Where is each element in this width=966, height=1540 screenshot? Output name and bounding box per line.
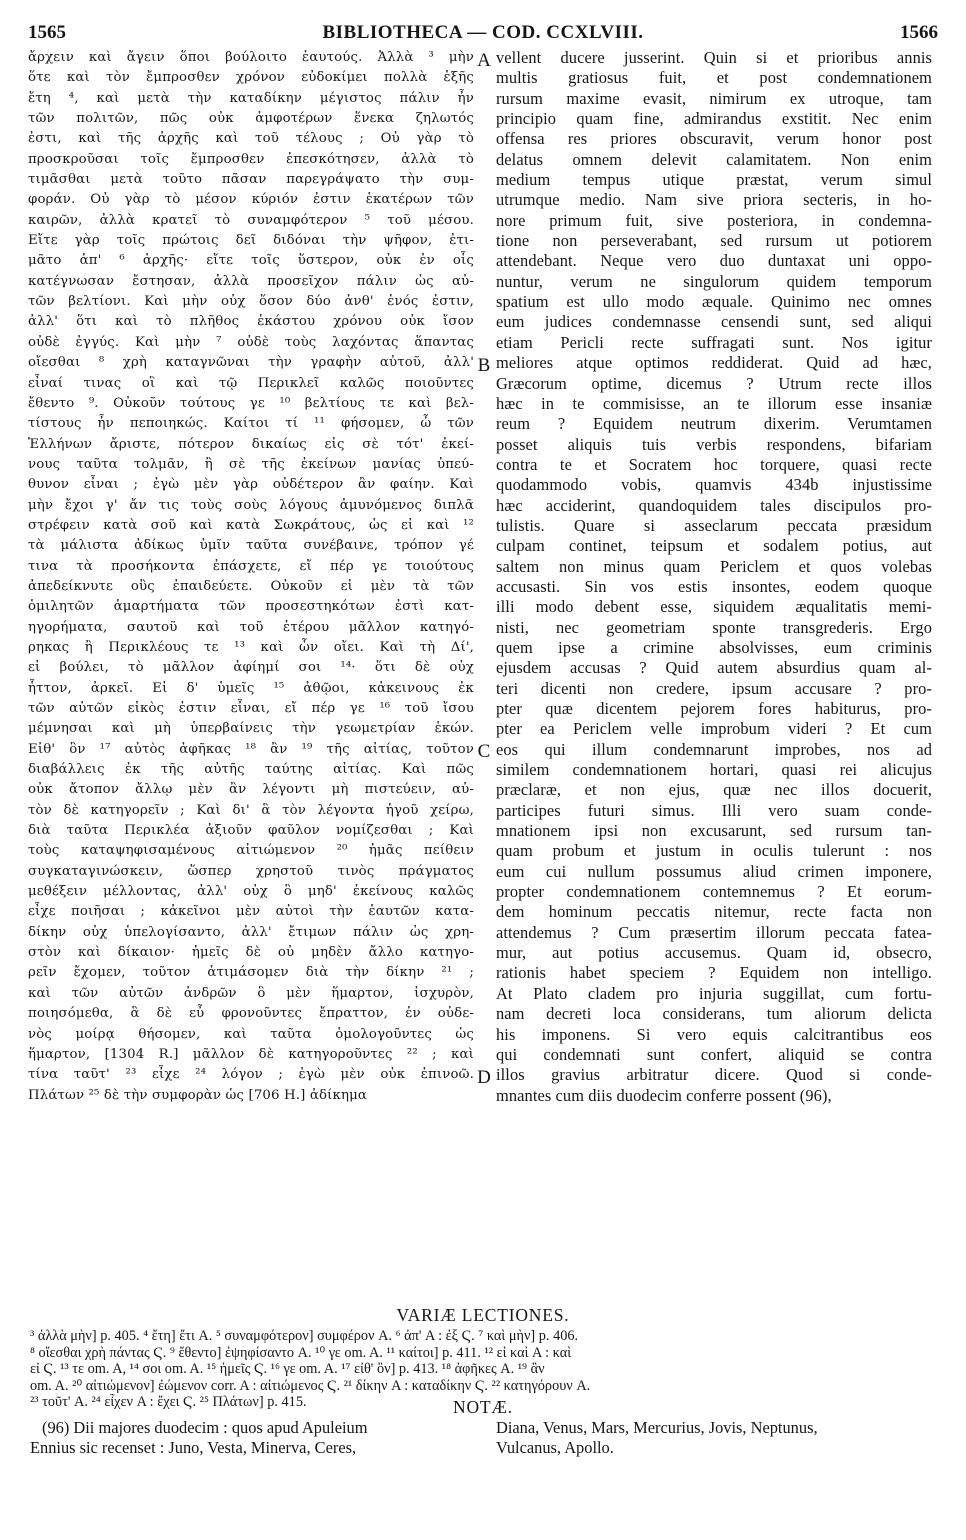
greek-text-line: νους ταῦτα τολμᾶν, ἢ σὲ τῆς ἐκείνων μανίας ὑπεύ- [28, 456, 474, 472]
greek-text-line: τῶν αὐτῶν εἰκὸς ἐστιν εἶναι, εἴ πέρ γε ¹⁶ τοῦ ἴσου [28, 701, 474, 716]
latin-text-line: meliores atque optimos reddiderat. Quid ad hæc, [496, 353, 932, 373]
latin-text-line: illi modo debent esse, siquidem æqualitatis memi- [496, 597, 932, 617]
greek-text-line: Εἰθ' ὃν ¹⁷ αὐτὸς ἀφῆκας ¹⁸ ἂν ¹⁹ τῆς αἰτίας, τοῦτον [28, 741, 474, 757]
latin-text-line: eum judices condemnasse censendi sunt, sed aliqui [496, 312, 932, 332]
page-number-right: 1566 [900, 22, 938, 43]
note-line: Diana, Venus, Mars, Mercurius, Jovis, Neptunus, [496, 1418, 818, 1437]
latin-text-line: pter ea Periclem velle improbum videri ? Et cum [496, 719, 932, 739]
latin-text-line: etiam Pericli recte suffragati sunt. Nos igitur [496, 332, 932, 352]
margin-marker-c: C [477, 741, 491, 762]
margin-marker-a: A [477, 50, 491, 71]
latin-text-line: nore primum fuit, sive posteriora, in condemna- [496, 210, 932, 230]
note-line: Ennius sic recenset : Juno, Vesta, Minerva, Ceres, [30, 1438, 357, 1457]
latin-text-line: culpam continet, teipsum et sodalem potius, aut [496, 536, 932, 556]
greek-text-line: θυνον εἶναι ; ἐγὼ μὲν γὰρ οὐδέτερον ἂν φαίην. Καὶ [28, 477, 474, 493]
greek-text-line: τὰ μάλιστα ἀδίκως ὑμῖν ταῦτα συνέβαινε, τρόπον γέ [28, 538, 474, 554]
latin-text-line: quam probum et justum in oculis tulerunt : nos [496, 841, 932, 861]
latin-text-line: At Plato cladem pro injuria suggillat, cum fortu- [496, 983, 932, 1003]
note-line: Vulcanus, Apollo. [496, 1438, 614, 1457]
notae-title: NOTÆ. [453, 1397, 513, 1417]
greek-text-line: ἧττον, ἀρκεῖ. Εἰ δ' ὑμεῖς ¹⁵ ἀθῷοι, κἀκεινους ἐκ [28, 680, 474, 696]
latin-text-line: hæc acciderint, quandoquidem tales discipulos pro- [496, 495, 932, 515]
latin-text-line: rursum maxime evasit, nimirum ex utroque, tam [496, 88, 932, 108]
greek-text-line: ἀπεδείκνυτε οὓς ἐπαιδεύετε. Οὐκοῦν εἰ μὲν τὰ τῶν [28, 578, 474, 594]
page-number-left: 1565 [28, 22, 66, 43]
greek-text-line: φοράν. Οὐ γὰρ τὸ μέσον κύριόν ἐστιν ἑκατέρων τῶν [28, 192, 474, 208]
latin-text-line: contra te et Socratem hoc torquere, quasi recte [496, 454, 932, 474]
latin-text-line: dem hominum peccatis nitemur, recte facta non [496, 902, 932, 922]
greek-text-line: οὐδὲ ἐγγύς. Καὶ μὴν ⁷ οὐδὲ τοὺς λαχόντας ἅπαντας [28, 334, 474, 350]
latin-text-line: delatus omnem delevit calamitatem. Non enim [496, 149, 932, 169]
latin-text-line: mnationem ipsi non excusarunt, sed rursum tan- [496, 821, 932, 841]
latin-text-line: præclaræ, et non ejus, quæ nec illos docuerit, [496, 780, 932, 800]
latin-text-line: similem condemnationem hortari, quasi rei alicujus [496, 760, 932, 780]
greek-text-line: ποιησόμεθα, ἃ δὲ εὖ φρονοῦντες ἔπραττον, ἐν οὐδε- [28, 1006, 474, 1022]
latin-text-line: spatium est ullo modo æquale. Quinimo nec omnes [496, 292, 932, 312]
latin-text-line: quem ipse a crimine absolvisses, eum criminis [496, 637, 932, 657]
latin-text-line: vellent ducere jusserint. Quin si et prioribus annis [496, 48, 932, 67]
latin-text-line: propter condemnationem contemnemus ? Et eorum- [496, 882, 932, 902]
greek-text-line: ἄρχειν καὶ ἄγειν ὅποι βούλοιτο ἑαυτούς. Ἀλλὰ ³ μὴν [28, 50, 474, 65]
latin-text-line: rationis habet speciem ? Equidem non intelligo. [496, 963, 932, 983]
greek-text-line: εἶχε ποιῆσαι ; κἀκεῖνοι μὲν αὐτοὶ τὴν ἑαυτῶν κατα- [28, 904, 474, 920]
latin-text-line: tulistis. Quare si asseclarum peccata præsidum [496, 515, 932, 535]
greek-text-line: ἔτη ⁴, καὶ μετὰ τὴν καταδίκην μέγιστος πάλιν ἦν [28, 90, 474, 106]
notae-right-column [496, 1418, 932, 1458]
latin-text-line: nuntur, verum ne singulorum quidem temporum [496, 271, 932, 291]
greek-text-line: μᾶτο ἀπ' ⁶ ἀρχῆς· εἴτε τοῖς ὕστερον, οὐκ ἐν οἷς [28, 253, 474, 269]
greek-text-line: ἔθεντο ⁹. Οὐκοῦν τούτους γε ¹⁰ βελτίους τε καὶ βελ- [28, 395, 474, 411]
latin-text-line: saltem non minus quam Periclem et quos volebas [496, 556, 932, 576]
notae-left-column [30, 1418, 478, 1458]
greek-text-line: ἐστι, καὶ τῆς ἀρχῆς καὶ τοῦ τέλους ; Οὐ γὰρ τὸ [28, 131, 474, 147]
greek-text-line: τῶν βελτίονι. Καὶ μὴν οὐχ ὅσον δύο ἀνθ' ἑνός ἐστιν, [28, 294, 474, 310]
greek-text-line: τίνα ταῦτ' ²³ εἶχε ²⁴ λόγον ; ἐγὼ μὲν οὐκ ἐπινοῶ. [28, 1067, 474, 1083]
greek-text-line: νὸς μοίρᾳ θήσομεν, καὶ ταῦτα ὁμολογοῦντες ὡς [28, 1026, 474, 1042]
latin-text-line: posset aliquis tuis verbis respondens, bifariam [496, 434, 932, 454]
greek-text-line: ὅτε καὶ τὸν ἔμπροσθεν χρόνον εὐδοκίμει πολλὰ ἑξῆς [28, 70, 474, 86]
variant-reading-line: εἰ Ϛ. ¹³ τε om. A, ¹⁴ σοι om. A. ¹⁵ ἡμεῖς Ϛ. ¹⁶ γε om. A. ¹⁷ εἰθ' ὃν] p. 413. ¹⁸ ἀφῆκες A. ¹⁹ ἂν [30, 1361, 545, 1378]
latin-text-line: eos qui illum condemnarunt improbes, nos ad [496, 739, 932, 759]
greek-text-line: ἀλλ' ὅτι καὶ τὸ πλῆθος ἑκάστου χρόνου οὐκ ἴσον [28, 314, 474, 330]
greek-text-line: οἴεσθαι ⁸ χρὴ καταγνῶναι τὴν γραφὴν αὐτοῦ, ἀλλ' [28, 355, 474, 371]
greek-text-line: διὰ ταῦτα Περικλέα ἀξιοῦν φαῦλον νομίζεσθαι ; Καὶ [28, 823, 474, 839]
greek-text-line: στὸν καὶ δίκαιον· ἡμεῖς δὲ οὐ μηδὲν ἄλλο κατηγο- [28, 945, 474, 961]
greek-text-column [28, 48, 474, 1106]
greek-text-line: διαβάλλεις ἐκ τῆς αὐτῆς ταύτης αἰτίας. Καὶ πῶς [28, 762, 474, 778]
latin-text-line: multis gratiosus fuit, et post condemnationem [496, 68, 932, 88]
greek-text-line: ηγορήματα, σαυτοῦ καὶ τοῦ ἑτέρου μᾶλλον κατηγό- [28, 619, 474, 635]
greek-text-line: στρέφειν κατὰ σοῦ καὶ κατὰ Σωκράτους, ὡς εἰ καὶ ¹² [28, 517, 474, 533]
latin-text-line: teri dicenti non credere, ipsum accusare ? pro- [496, 678, 932, 698]
latin-text-line: Græcorum optime, dicemus ? Utrum recte illos [496, 373, 932, 393]
latin-text-line: quodammodo vobis, quamvis 434b injustissime [496, 475, 932, 495]
greek-text-line: τίστους ἦν πεποιηκώς. Καίτοι τί ¹¹ φήσομεν, ὦ τῶν [28, 416, 474, 432]
latin-text-line: ejusdem accusas ? Quid autem absurdius quam al- [496, 658, 932, 678]
greek-text-line: Εἴτε γὰρ τοῖς πρώτοις δεῖ διδόναι τὴν ψῆφον, ἐτι- [28, 233, 474, 249]
greek-text-line: τιμᾶσθαι μετὰ τοῦτο πᾶσαν παρεγράψατο τὴν συμ- [28, 172, 474, 188]
greek-text-line: τινα τὰ προσήκοντα ἐπάσχετε, εἴ πέρ γε τοιούτους [28, 558, 474, 574]
latin-text-line: illos gravius arbitratur dicere. Quod si conde- [496, 1065, 932, 1085]
greek-text-line: ὁμιλητῶν ἁμαρτήματα τῶν προσεστηκότων ἐστὶ κατ- [28, 599, 474, 615]
variant-reading-line: om. A. ²⁰ αἰτιώμενον] ἐώμενον corr. A : αἰτιώμενος Ϛ. ²¹ δίκην A : καταδίκην Ϛ. ²² κατηγόρουν A. [30, 1377, 591, 1394]
variant-reading-line: ⁸ οἴεσθαι χρὴ πάντας Ϛ. ⁹ ἔθεντο] ἐψηφίσαντο A. ¹⁰ γε om. A. ¹¹ καίτοι] p. 411. ¹² εἰ καὶ A : καὶ [30, 1344, 572, 1361]
page-header [28, 14, 938, 44]
greek-text-line: εἶναί τινας οἳ καὶ τῷ Περικλεῖ καλῶς ποιοῦντες [28, 375, 474, 391]
latin-text-line: nam decreti loca considerans, tum aliorum delicta [496, 1004, 932, 1024]
running-title: BIBLIOTHECA — COD. CCXLVIII. [322, 22, 644, 43]
latin-text-line: qui condemnati sunt confert, aliquid se contra [496, 1044, 932, 1064]
latin-text-line: mnantes cum diis duodecim conferre possent (96), [496, 1085, 832, 1105]
greek-text-line: Ἑλλήνων ἄριστε, πότερον δικαίως εἰς σὲ τότ' ἐκεί- [28, 436, 474, 452]
greek-text-line: μὴν ἔχοι γ' ἄν τις τοὺς σοὺς λόγους ἀμυνόμενος διπλᾶ [28, 497, 474, 513]
latin-text-line: participes futuri simus. Illi vero suam conde- [496, 800, 932, 820]
greek-text-line: ἥμαρτον, [1304 R.] μᾶλλον δὲ κατηγοροῦντες ²² ; καὶ [28, 1046, 474, 1062]
greek-text-line: τῶν πολιτῶν, πῶς οὐκ ἀμφοτέρων ἕνεκα ζηλωτός [28, 111, 474, 127]
greek-text-line: καὶ τῶν αὐτῶν ἀνδρῶν ὃ μὲν ἥμαρτον, ἰσχυρὸν, [28, 985, 474, 1001]
variant-reading-line: ³ ἀλλὰ μὴν] p. 405. ⁴ ἔτη] ἔτι A. ⁵ συναμφότερον] συμφέρον A. ⁶ ἀπ' A : ἐξ Ϛ. ⁷ καὶ μὴν] p. 406. [30, 1328, 579, 1344]
greek-text-line: δίκην οὐχ ὑπελογίσαντο, ἀλλ' ἔτιμων πάλιν ὡς χρη- [28, 924, 474, 940]
latin-text-line: attendemus ? Cum præsertim illorum peccata fatea- [496, 922, 932, 942]
margin-marker-d: D [477, 1067, 491, 1088]
greek-text-line: τὸν δὲ κατηγορεῖν ; Καὶ δι' ἃ τὸν λέγοντα ἡγοῦ χείρω, [28, 802, 474, 818]
greek-text-line: εἰ βούλει, τὸ μᾶλλον ἀφίημί σοι ¹⁴· ὅτι δὲ οὐχ [28, 660, 474, 676]
latin-text-line: offensa res priores obscuravit, verum honor post [496, 129, 932, 149]
latin-text-line: nisti, nec geometriam sponte transgrederis. Ergo [496, 617, 932, 637]
latin-text-line: accusasti. Sin vos estis insontes, eodem quoque [496, 576, 932, 596]
margin-marker-b: B [477, 355, 491, 376]
latin-text-line: tione non perseverabant, sed rursum ut potiorem [496, 231, 932, 251]
latin-text-line: eum cui nullum possumus aliud crimen imponere, [496, 861, 932, 881]
latin-text-line: his imponens. Si vero equis calcitrantibus eos [496, 1024, 932, 1044]
variae-lectiones-title: VARIÆ LECTIONES. [396, 1305, 570, 1325]
variant-reading-line: ²³ τοῦτ' A. ²⁴ εἶχεν A : ἔχει Ϛ. ²⁵ Πλάτων] p. 415. [30, 1394, 307, 1411]
latin-text-line: pter quæ dicentem pejorem fores habiturus, pro- [496, 699, 932, 718]
latin-text-line: reum ? Equidem neutrum dixerim. Verumtamen [496, 414, 932, 434]
greek-text-line: κατέγνωσαν ἔστησαν, ἀλλὰ προσεῖχον πάλιν ὡς αὐ- [28, 273, 474, 289]
latin-text-line: hæc in te commisisse, an te illorum esse insaniæ [496, 393, 932, 413]
latin-text-line: mur, aut potius accusemus. Quam id, obsecro, [496, 943, 932, 963]
note-line: (96) Dii majores duodecim : quos apud Apuleium [42, 1418, 368, 1437]
latin-text-line: utrumque medio. Nam sive priora secteris, in ho- [496, 190, 932, 210]
latin-text-column [496, 48, 932, 1106]
greek-text-line: ρεῖν ἔχομεν, τοῦτον ἀτιμάσομεν διὰ τὴν δίκην ²¹ ; [28, 965, 474, 981]
greek-text-line: προσκροῦσαι τοῖς ἔμπροσθεν ἐπεσκότησεν, ἀλλὰ τὸ [28, 151, 474, 167]
greek-text-line: μεθέξειν μέλλοντας, ἀλλ' οὐχ ὃ μηδ' ἐκείνους καλῶς [28, 884, 474, 900]
latin-text-line: attendebant. Neque vero duo duntaxat uni oppo- [496, 251, 932, 271]
greek-text-line: ρηκας ἢ Περικλέους τε ¹³ καὶ ὧν οἴει. Καὶ τὴ Δί', [28, 639, 474, 655]
greek-text-line: οὐκ ἄτοπον ἄλλῳ μὲν ἂν λέγοντι μὴ πιστεύειν, αὐ- [28, 782, 474, 798]
latin-text-line: principio quam fine, admirandus exstitit. Nec enim [496, 109, 932, 129]
greek-text-line: μέμνησαι καὶ μὴ ὑπερβαίνεις τὴν γεωμετρίαν ἑκών. [28, 721, 474, 737]
latin-text-line: medium tempus utique præstat, verum simul [496, 170, 932, 190]
greek-text-line: καιρῶν, ἀλλὰ κρατεῖ τὸ συναμφότερον ⁵ τοῦ μέσου. [28, 212, 474, 228]
greek-text-line: Πλάτων ²⁵ δὲ τὴν συμφορὰν ὡς [706 H.] ἀδίκημα [28, 1087, 368, 1103]
greek-text-line: συγκαταγινώσκειν, ὥσπερ χρηστοῦ τινὸς πράγματος [28, 863, 474, 879]
greek-text-line: τοὺς καταψηφισαμένους αἰτιώμενον ²⁰ ἡμᾶς πείθειν [28, 843, 474, 859]
